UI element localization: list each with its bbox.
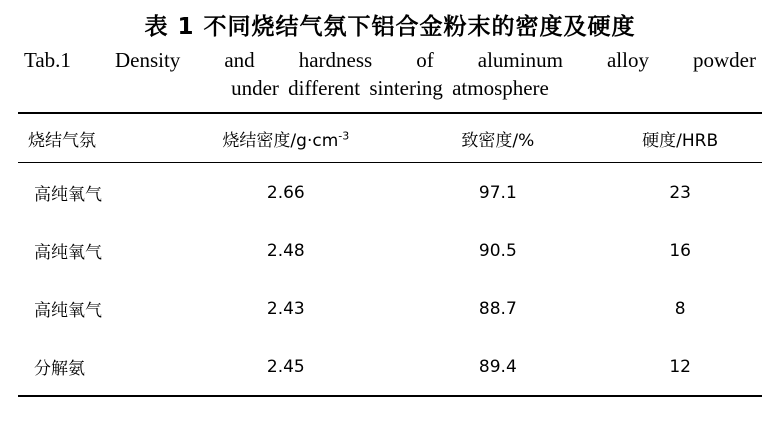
cell-relative-density: 90.5 [478,240,517,261]
bottom-rule-cell [18,396,762,397]
column-header-hardness: 硬度/HRB [642,131,719,151]
cell-relative-density: 89.4 [478,356,517,377]
cell-hardness: 16 [669,240,691,261]
table-caption-english-line2: under different sintering atmosphere [231,76,549,100]
table-header-row [18,113,762,163]
table-bottom-rule [18,396,762,397]
cell-relative-density: 97.1 [478,182,517,203]
table-body [18,163,762,398]
column-header-atmosphere: 烧结气氛 [28,131,96,151]
table-row [18,337,762,396]
table-row [18,279,762,337]
cell-hardness: 23 [669,182,691,203]
column-header-relative-density: 致密度/% [461,131,535,151]
cell-density: 2.48 [266,240,305,261]
cell-relative-density: 88.7 [478,298,517,319]
data-table [18,112,762,397]
cell-hardness: 8 [674,298,686,319]
table-row [18,221,762,279]
cell-atmosphere: 高纯氧气 [34,243,102,263]
superscript-density-unit: -3 [338,129,350,143]
table-caption-english-line1: Tab.1 Density and hardness of aluminum alloy powder [24,48,756,72]
cell-density: 2.43 [266,298,305,319]
table-header [18,113,762,163]
table-row [18,163,762,222]
cell-atmosphere: 高纯氧气 [34,301,102,321]
cell-atmosphere: 高纯氧气 [34,185,102,205]
cell-hardness: 12 [669,356,691,377]
column-header-density: 烧结密度$/g\cdot cm^{-3}$ [222,129,350,151]
cell-atmosphere: 分解氨 [34,359,85,379]
table-caption-chinese: 表 1 不同烧结气氛下铝合金粉末的密度及硬度 [144,14,636,40]
cell-density: 2.66 [266,182,305,203]
cell-density: 2.45 [266,356,305,377]
